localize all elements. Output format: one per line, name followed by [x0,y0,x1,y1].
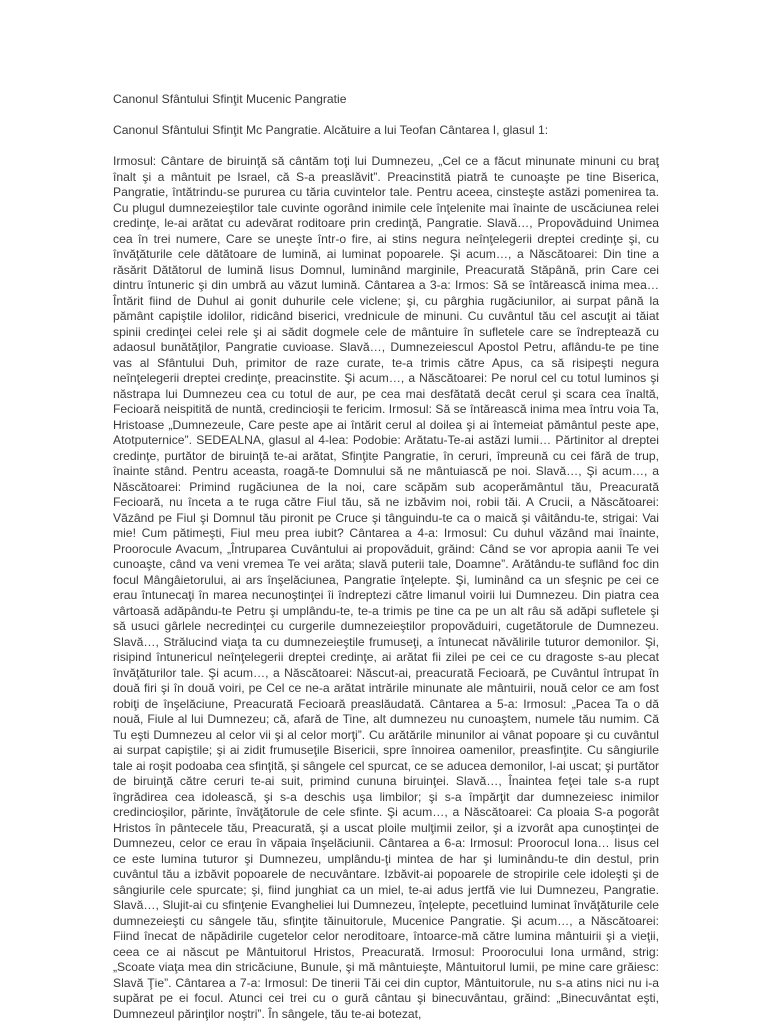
document-body: Irmosul: Cântare de biruinţă să cântăm toţi lui Dumnezeu, „Cel ce a făcut minunate minuni cu braţ înalt şi a mântuit pe Israel, că S-a preaslăvit”. Preacinstită piatră te cunoaşte pe tine Biserica, Pangratie, întătrindu-se pururea cu tăria cuvintelor tale. Pentru aceea, cinsteşte astăzi pomenirea ta. Cu plugul dumnezeieştilor tale cuvinte ogorând inimile cele înţelenite mai înainte de uscăciunea relei credinţe, le-ai arătat cu adevărat roditoare prin credinţă, Pangratie. Slavă…, Propovăduind Unimea cea în trei numere, Care se uneşte într-o fire, ai stins negura neînţelegerii dreptei credinţe şi, cu învăţăturile cele dătătoare de lumină, ai luminat popoarele. Şi acum…, a Născătoarei: Din tine a răsărit Dătătorul de lumină Iisus Domnul, luminând marginile, Preacurată Stăpână, prin Care cei dintru întuneric şi din umbră au văzut lumină. Cântarea a 3-a: Irmos: Să se întărească inima mea… Întărit fiind de Duhul ai gonit duhurile cele viclene; şi, cu pârghia rugăciunilor, ai surpat până la pământ capiştile idolilor, ridicând biserici, vrednicule de minuni. Cu cuvântul tău cel ascuţit ai tăiat spinii credinţei celei rele şi ai sădit dogmele cele de mântuire în sufletele care se îndreptează cu adaosul bunătăţilor, Pangratie cuvioase. Slavă…, Dumnezeiescul Apostol Petru, aflându-te pe tine vas al Sfântului Duh, primitor de raze curate, te-a trimis către Apus, ca să risipeşti negura neînţelegerii dreptei credinţe, preacinstite. Şi acum…, a Născătoarei: Pe norul cel cu totul luminos şi năstrapa lui Dumnezeu cea cu totul de aur, pe cea mai desfătată decât cerul şi scara cea înaltă, Fecioară neispitită de nuntă, credincioşii te fericim. Irmosul: Să se întărească inima mea întru voia Ta, Hristoase „Dumnezeule, Care peste ape ai întărit cerul al doilea şi ai întemeiat pământul peste ape, Atotputernice”. SEDEALNA, glasul al 4-lea: Podobie: Arătatu-Te-ai astăzi lumii… Părtinitor al dreptei credinţe, purtător de biruinţă te-ai arătat, Sfinţite Pangratie, în ceruri, împreună cu cei fără de trup, înainte stând. Pentru aceasta, roagă-te Domnului să ne mântuiască pe noi. Slavă…, Şi acum…, a Născătoarei: Primind rugăciunea de la noi, care scăpăm sub acoperământul tău, Preacurată Fecioară, nu înceta a te ruga către Fiul tău, să ne izbăvim noi, robii tăi. A Crucii, a Născătoarei: Văzând pe Fiul şi Domnul tău pironit pe Cruce şi tânguindu-te ca o maică şi vâitându-te, strigai: Vai mie! Cum pătimeşti, Fiul meu prea iubit? Cântarea a 4-a: Irmosul: Cu duhul văzând mai înainte, Proorocule Avacum, „Întruparea Cuvântului ai propovăduit, grăind: Când se vor apropia aanii Te vei cunoaşte, când va veni vremea Te vei arăta; slavă puterii tale, Doamne”. Arătându-te suflând foc din focul Mângâietorului, ai ars înşelăciunea, Pangratie înţelepte. Şi, luminând ca un sfeşnic pe cei ce erau întunecaţi în marea necunoştinţei îi îndreptezi către limanul voirii lui Dumnezeu. Din piatra cea vârtoasă adăpându-te Petru şi umplându-te, te-a trimis pe tine ca pe un alt râu să adăpi sufletele şi să usuci gârlele necredinţei cu curgerile dumnezeieştilor propovăduiri, cugetătorule de Dumnezeu. Slavă…, Strălucind viaţa ta cu dumnezeieştile frumuseţi, a întunecat năvălirile tuturor demonilor. Şi, risipind întunericul neînţelegerii dreptei credinţe, ai arătat fii zilei pe cei ce cu dragoste s-au plecat învăţăturilor tale. Şi acum…, a Născătoarei: Născut-ai, preacurată Fecioară, pe Cuvântul întrupat în două firi şi în două voiri, pe Cel ce ne-a arătat intrările minunate ale mântuirii, nouă celor ce am fost robiţi de înşelăciune, Preacurată Fecioară preaslăudată. Cântarea a 5-a: Irmosul: „Pacea Ta o dă nouă, Fiule al lui Dumnezeu; că, afară de Tine, alt dumnezeu nu cunoaştem, numele tău numim. Că Tu eşti Dumnezeu al celor vii şi al celor morţi”. Cu arătările minunilor ai vânat popoare şi cu cuvântul ai surpat capiştile; şi ai zidit frumuseţile Bisericii, spre înnoirea oamenilor, preasfinţite. Cu sângiurile tale ai roşit podoaba cea sfinţită, şi sângele cel spurcat, ce se aducea demonilor, l-ai uscat; şi purtător de biruinţă către ceruri te-ai suit, primind cununa biruinţei. Slavă…, Înaintea feţei tale s-a rupt îngrădirea cea idolească, şi s-a deschis uşa limbilor; şi s-a împărţit dar dumnezeiesc inimilor credincioşilor, părinte, învăţătorule de cele sfinte. Şi acum…, a Născătoarei: Ca ploaia S-a pogorât Hristos în pântecele tău, Preacurată, şi a uscat ploile mulţimii zeilor, şi a izvorât apa cunoştinţei de Dumnezeu, celor ce erau în văpaia înşelăciunii. Cântarea a 6-a: Irmosul: Proorocul Iona… Iisus cel ce este lumina tuturor şi Dumnezeu, umplându-ţi mintea de har şi luminându-te din destul, prin cuvântul tău a izbăvit popoarele de necuvântare. Izbăvit-ai popoarele de stropirile cele idoleşti şi de sângiurile cele spurcate; şi, fiind junghiat ca un miel, te-ai adus jertfă vie lui Dumnezeu, Pangratie. Slavă…, Slujit-ai cu sfinţenie Evangheliei lui Dumnezeu, înţelepte, pecetluind luminat învăţăturile cele dumnezeieşti cu sângele tău, sfinţite tăinuitorule, Mucenice Pangratie. Şi acum…, a Născătoarei: Fiind înecat de năpădirile cugetelor celor neroditoare, întoarce-mă către lumina mântuirii şi a vieţii, ceea ce ai născut pe Mântuitorul Hristos, Preacurată. Irmosul: Proorocului Iona urmând, strig: „Scoate viaţa mea din stricăciune, Bunule, şi mă mântuieşte, Mântuitorul lumii, pe mine care grăiesc: Slavă Ţie”. Cântarea a 7-a: Irmosul: De tinerii Tăi cei din cuptor, Mântuitorule, nu s-a atins nici nu i-a supărat pe ei focul. Atunci cei trei cu o gură cântau şi binecuvântau, grăind: „Binecuvântat eşti, Dumnezeul părinţilor noştri”. În sângele, tău te-ai botezat, [113,154,659,1021]
document-subtitle: Canonul Sfântului Sfinţit Mc Pangratie. Alcătuire a lui Teofan Cântarea I, glasul 1: [113,123,549,137]
document-title: Canonul Sfântului Sfinţit Mucenic Pangratie [113,92,347,106]
document-content [113,92,659,1022]
